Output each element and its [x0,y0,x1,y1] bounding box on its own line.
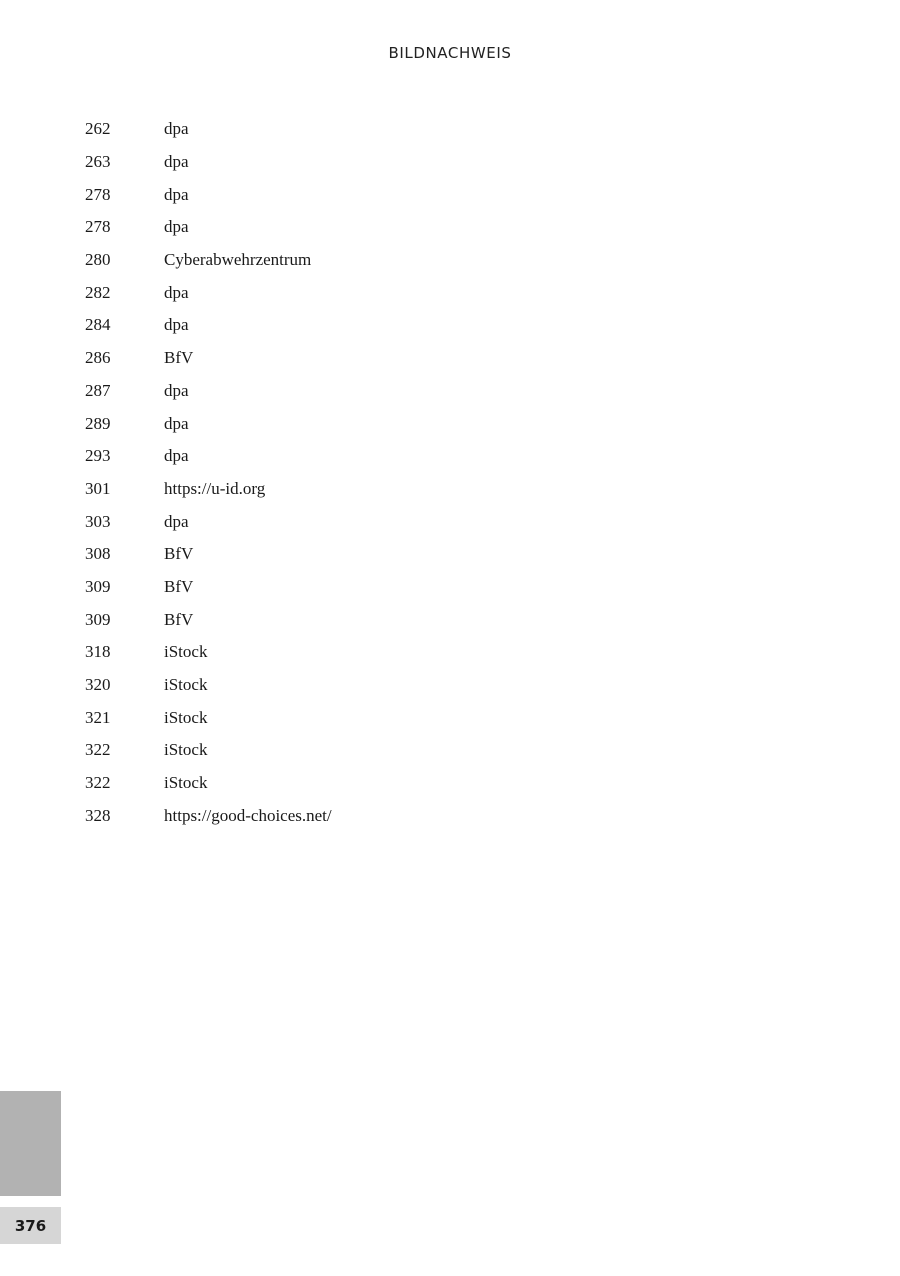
credit-row [85,113,685,146]
credit-row [85,146,685,179]
credit-source: iStock [164,642,208,662]
credit-row [85,603,685,636]
credit-row [85,342,685,375]
credit-page-number: 282 [85,282,111,302]
credit-source: dpa [164,217,189,237]
credit-source: iStock [164,773,208,793]
credit-page-number: 318 [85,642,111,662]
credit-row [85,407,685,440]
credit-page-number: 289 [85,413,111,433]
credit-row [85,309,685,342]
credit-page-number: 286 [85,348,111,368]
credit-source: BfV [164,609,194,629]
page-number: 376 [0,1207,61,1244]
credit-page-number: 301 [85,478,111,498]
credit-row [85,701,685,734]
credit-row [85,505,685,538]
credit-row [85,276,685,309]
chapter-side-tab [0,1091,61,1196]
credit-page-number: 328 [85,805,111,825]
credit-row [85,375,685,408]
credit-source: dpa [164,152,189,172]
credit-row [85,799,685,832]
credit-row [85,211,685,244]
credit-row [85,636,685,669]
credit-row [85,669,685,702]
credit-page-number: 287 [85,380,111,400]
credit-page-number: 293 [85,446,111,466]
credit-page-number: 322 [85,740,111,760]
credit-row [85,538,685,571]
credit-source: dpa [164,184,189,204]
credit-page-number: 280 [85,250,111,270]
credit-row [85,767,685,800]
credit-page-number: 278 [85,184,111,204]
credit-source: Cyberabwehrzentrum [164,250,312,270]
credit-source: dpa [164,413,189,433]
credit-row [85,178,685,211]
credit-page-number: 278 [85,217,111,237]
running-header: BILDNACHWEIS [388,44,512,62]
credit-source: dpa [164,380,189,400]
image-credits-list [85,113,685,832]
credit-page-number: 308 [85,544,111,564]
credit-source: https://good-choices.net/ [164,805,332,825]
credit-page-number: 320 [85,675,111,695]
credit-page-number: 309 [85,609,111,629]
credit-source: https://u-id.org [164,478,266,498]
credit-source: dpa [164,315,189,335]
credit-source: BfV [164,544,194,564]
credit-row [85,244,685,277]
credit-page-number: 303 [85,511,111,531]
credit-page-number: 263 [85,152,111,172]
credit-page-number: 284 [85,315,111,335]
credit-source: dpa [164,446,189,466]
credit-page-number: 321 [85,707,111,727]
credit-page-number: 262 [85,119,111,139]
credit-source: dpa [164,282,189,302]
credit-row [85,571,685,604]
credit-source: BfV [164,576,194,596]
credit-row [85,440,685,473]
credit-source: iStock [164,707,208,727]
credit-source: iStock [164,675,208,695]
credit-row [85,473,685,506]
credit-source: BfV [164,348,194,368]
credit-source: iStock [164,740,208,760]
credit-page-number: 322 [85,773,111,793]
credit-source: dpa [164,511,189,531]
credit-page-number: 309 [85,576,111,596]
credit-source: dpa [164,119,189,139]
credit-row [85,734,685,767]
